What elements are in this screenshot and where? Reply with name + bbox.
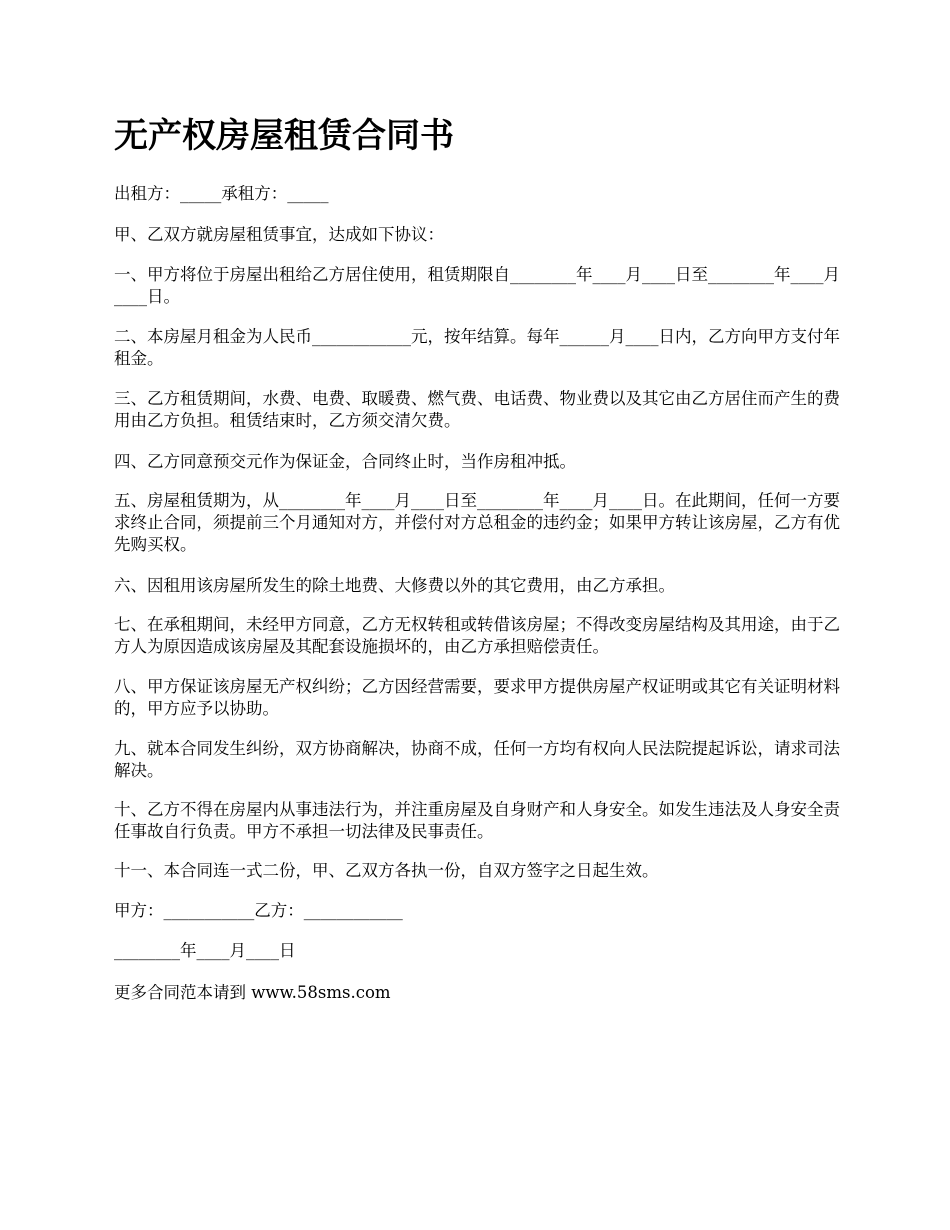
clause-1: 一、甲方将位于房屋出租给乙方居住使用，租赁期限自________年____月____日至________年____月____日。 bbox=[114, 265, 840, 306]
date-line: ________年____月____日 bbox=[114, 941, 296, 960]
clause-5: 五、房屋租赁期为，从________年____月____日至________年____月____日。在此期间，任何一方要求终止合同，须提前三个月通知对方，并偿付对方总租金的违约金；如果甲方转让该房屋，乙方有优先购买权。 bbox=[114, 491, 840, 554]
clause-8: 八、甲方保证该房屋无产权纠纷；乙方因经营需要，要求甲方提供房屋产权证明或其它有关证明材料的，甲方应予以协助。 bbox=[114, 677, 840, 718]
signature-line: 甲方：___________乙方：____________ bbox=[114, 901, 403, 920]
intro-paragraph: 甲、乙双方就房屋租赁事宜，达成如下协议： bbox=[114, 225, 444, 244]
clause-3: 三、乙方租赁期间，水费、电费、取暖费、燃气费、电话费、物业费以及其它由乙方居住而产生的费用由乙方负担。租赁结束时，乙方须交清欠费。 bbox=[114, 389, 840, 430]
clause-11: 十一、本合同连一式二份，甲、乙双方各执一份，自双方签字之日起生效。 bbox=[114, 861, 659, 880]
clause-7: 七、在承租期间，未经甲方同意，乙方无权转租或转借该房屋；不得改变房屋结构及其用途，由于乙方人为原因造成该房屋及其配套设施损坏的，由乙方承担赔偿责任。 bbox=[114, 615, 840, 656]
clause-10: 十、乙方不得在房屋内从事违法行为，并注重房屋及自身财产和人身安全。如发生违法及人身安全责任事故自行负责。甲方不承担一切法律及民事责任。 bbox=[114, 800, 840, 841]
clause-4: 四、乙方同意预交元作为保证金，合同终止时，当作房租冲抵。 bbox=[114, 452, 576, 471]
document-title: 无产权房屋租赁合同书 bbox=[114, 116, 454, 156]
clause-9: 九、就本合同发生纠纷，双方协商解决，协商不成，任何一方均有权向人民法院提起诉讼，请求司法解决。 bbox=[114, 739, 840, 780]
footer-note: 更多合同范本请到 www.58sms.com bbox=[114, 983, 391, 1002]
clause-2: 二、本房屋月租金为人民币____________元，按年结算。每年______月____日内，乙方向甲方支付年租金。 bbox=[114, 327, 840, 368]
clause-6: 六、因租用该房屋所发生的除土地费、大修费以外的其它费用，由乙方承担。 bbox=[114, 576, 675, 595]
parties-line: 出租方：_____承租方：_____ bbox=[114, 184, 329, 203]
